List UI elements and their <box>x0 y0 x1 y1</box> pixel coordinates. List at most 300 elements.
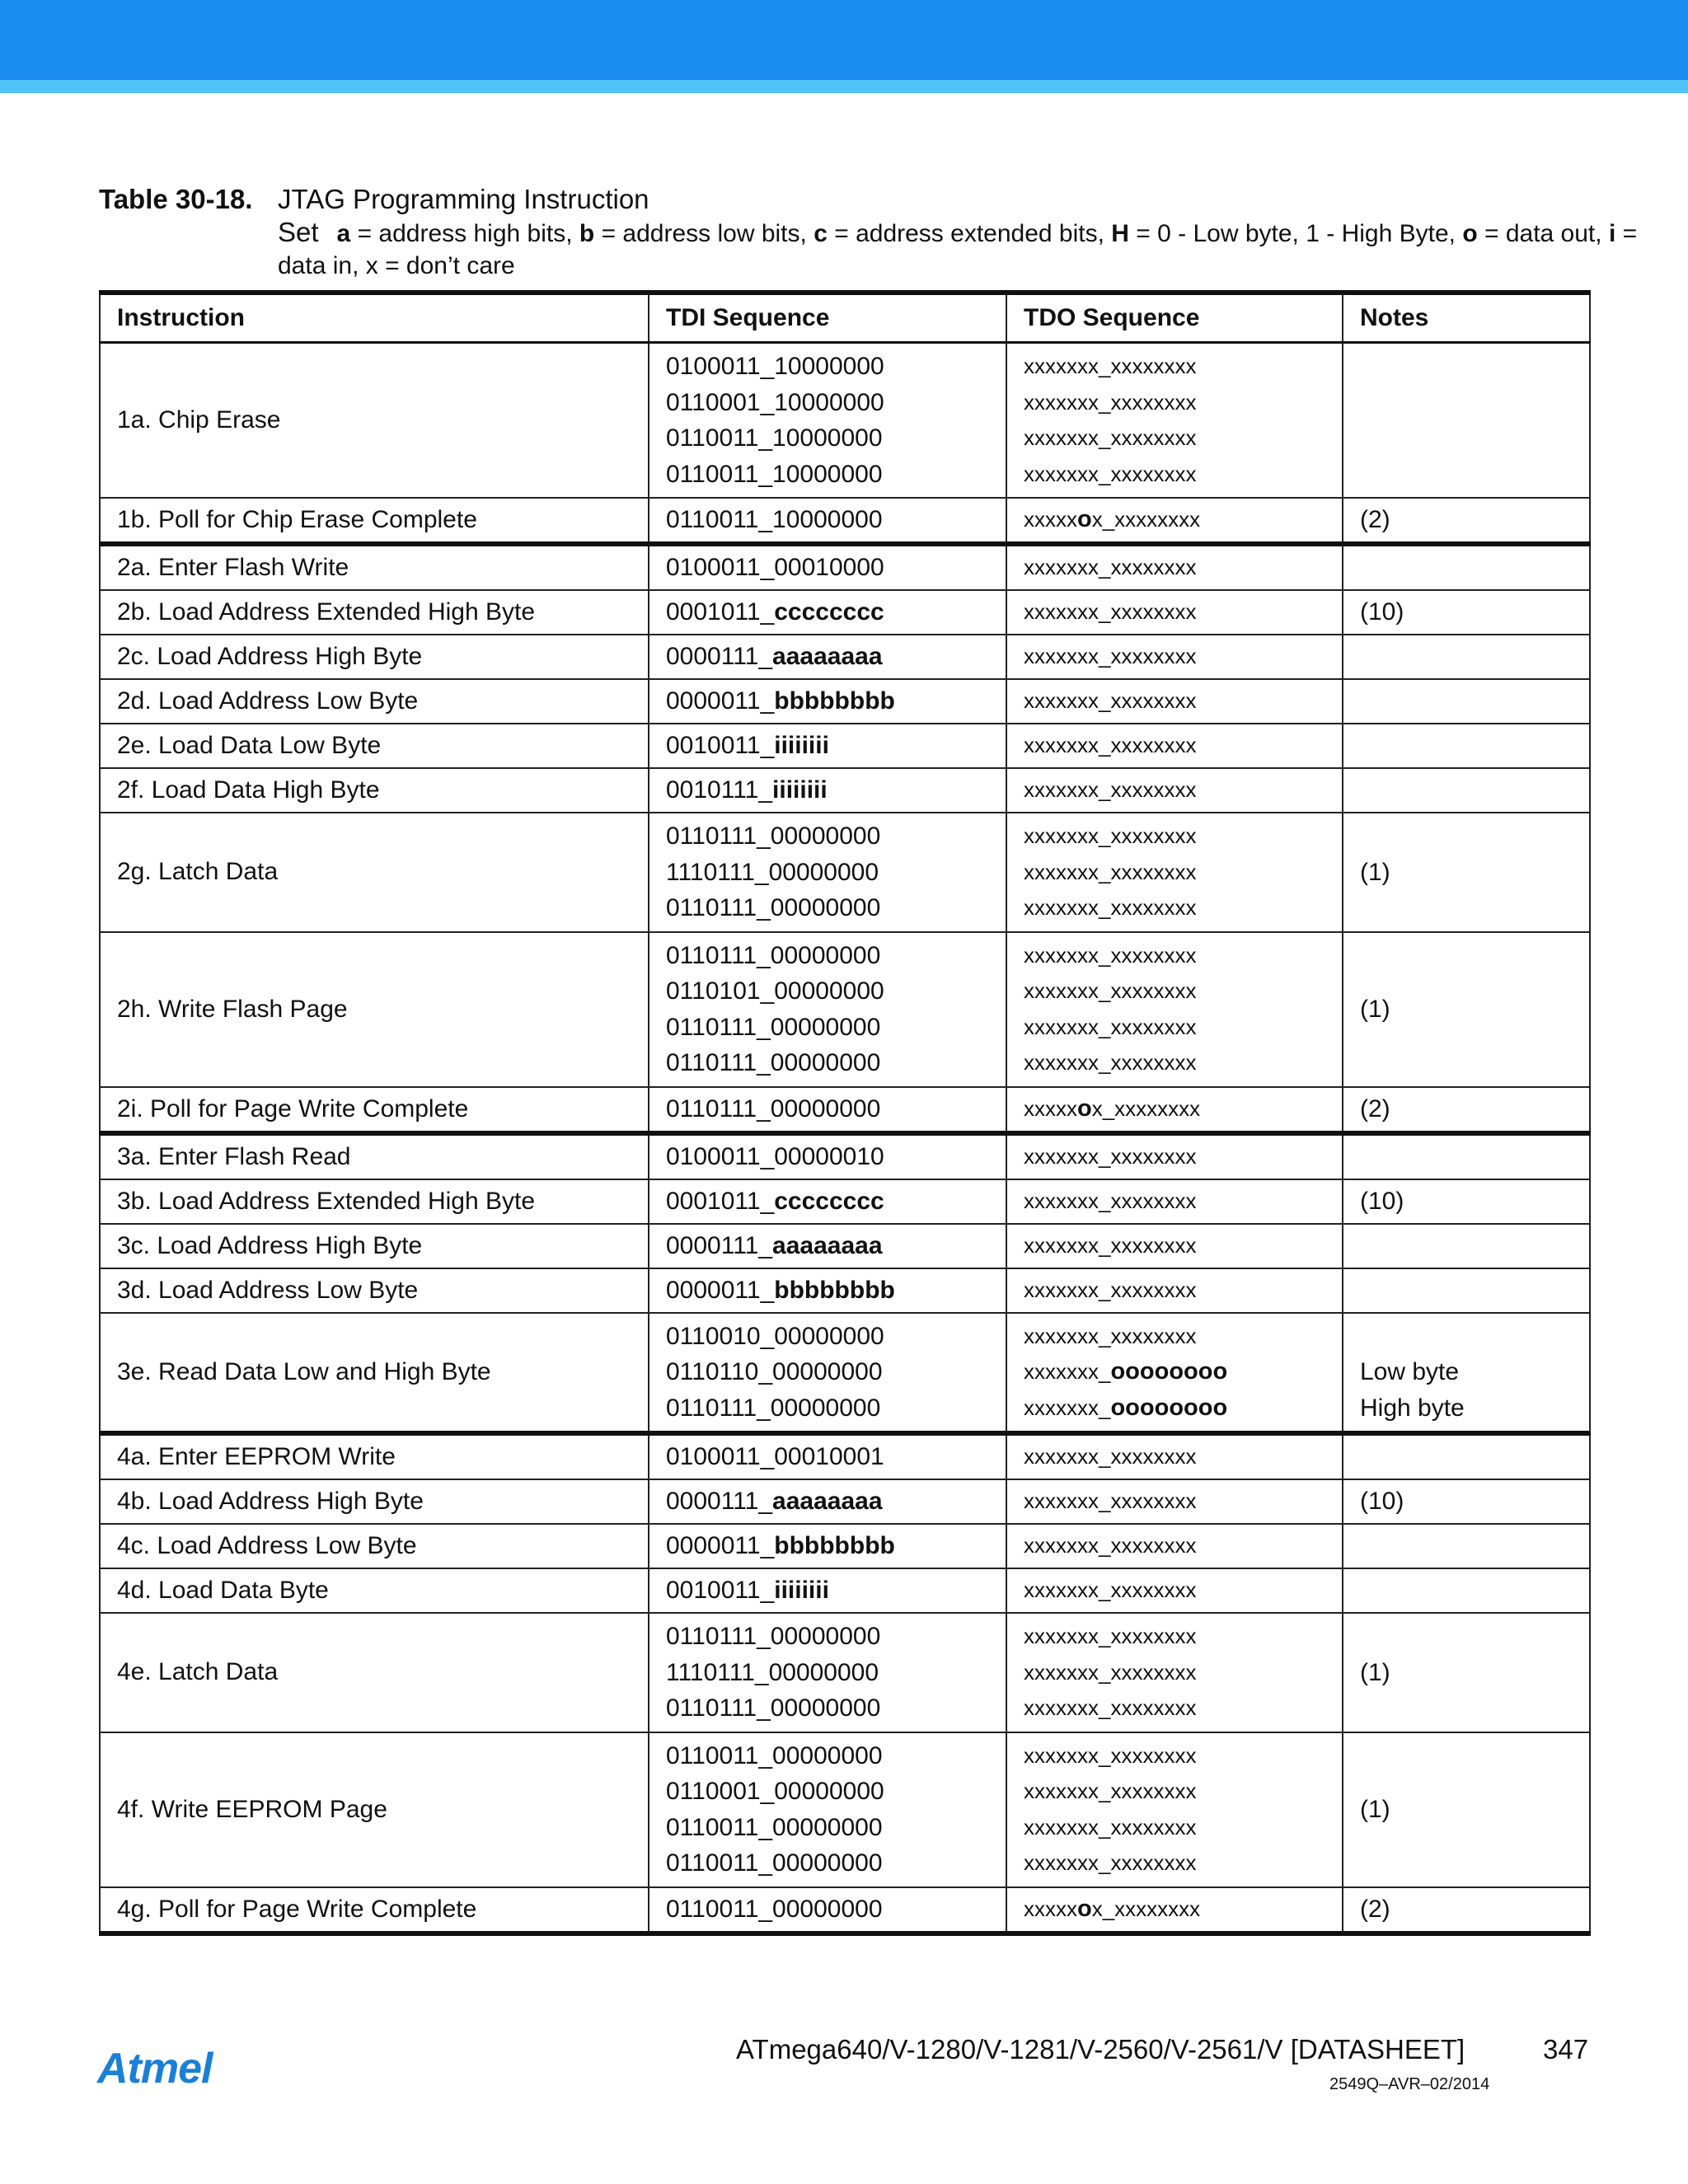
tdo-cell-line <box>1024 457 1325 493</box>
tdi-cell <box>649 590 1006 635</box>
tdi-cell <box>649 932 1006 1087</box>
bit-text: xxxxxxx_xxxxxxxx <box>1024 1014 1197 1039</box>
table-row <box>100 1179 1590 1224</box>
bit-text: xxxxxxx_xxxxxxxx <box>1024 1277 1197 1302</box>
bit-text: 0110001_10000000 <box>666 388 884 416</box>
bit-text: xxxxx <box>1024 1095 1077 1121</box>
tdi-cell <box>649 1224 1006 1268</box>
bit-text: xxxxxxx_xxxxxxxx <box>1024 644 1197 669</box>
table-number: Table 30-18. <box>99 184 253 214</box>
bit-field: aaaaaaaa <box>772 1488 883 1516</box>
tdi-cell <box>649 724 1006 768</box>
bit-text: 0110011_00000000 <box>666 1895 883 1923</box>
tdi-cell <box>649 1433 1006 1479</box>
table-row <box>100 1479 1590 1524</box>
bit-text: xxxxxxx_xxxxxxxx <box>1024 555 1197 580</box>
instruction-cell: 2e. Load Data Low Byte <box>100 724 649 768</box>
tdo-cell <box>1006 1224 1343 1268</box>
bit-text: 0110011_00000000 <box>666 1741 883 1769</box>
bit-text: xxxxxxx_xxxxxxxx <box>1024 1742 1197 1768</box>
note-text <box>1360 683 1573 719</box>
bit-text: 0010011_ <box>666 732 775 760</box>
bit-field: aaaaaaaa <box>772 1231 883 1259</box>
instruction-cell: 3d. Load Address Low Byte <box>100 1268 649 1313</box>
notes-cell <box>1343 1732 1590 1887</box>
tdi-cell-line <box>666 1572 989 1609</box>
note-text <box>1360 728 1573 764</box>
instruction-cell: 2d. Load Address Low Byte <box>100 679 649 724</box>
bit-text: 0110111_00000000 <box>666 1094 881 1122</box>
table-row <box>100 813 1590 932</box>
tdi-cell-line <box>666 1738 989 1774</box>
tdo-cell <box>1006 1313 1343 1434</box>
legend-desc: = data in, x = don’t care <box>278 220 1644 279</box>
tdi-cell <box>649 1613 1006 1732</box>
bit-text: xxxxxxx_xxxxxxxx <box>1024 1533 1197 1558</box>
notes-cell <box>1343 1268 1590 1313</box>
note-text: (10) <box>1360 598 1404 626</box>
table-row <box>100 1313 1590 1434</box>
bit-field: o <box>1077 1094 1092 1122</box>
instruction-cell: 2b. Load Address Extended High Byte <box>100 590 649 635</box>
bit-text: xxxxxxx_xxxxxxxx <box>1024 733 1197 758</box>
tdi-cell-line <box>666 1228 989 1264</box>
bit-field: oooooooo <box>1110 1358 1228 1385</box>
tdi-cell-line <box>666 1272 989 1309</box>
tdo-cell-line <box>1024 1139 1325 1175</box>
tdi-cell <box>649 1133 1006 1179</box>
notes-cell <box>1343 635 1590 679</box>
table-row <box>100 498 1590 544</box>
tdi-cell <box>649 1479 1006 1524</box>
tdo-cell <box>1006 679 1343 724</box>
bit-text: x_xxxxxxxx <box>1091 1095 1201 1121</box>
tdi-cell-line <box>666 1845 989 1882</box>
tdo-cell <box>1006 1268 1343 1313</box>
legend-key: i <box>1608 220 1616 247</box>
bit-text: xxxxxxx_xxxxxxxx <box>1024 1779 1197 1803</box>
bit-field: cccccccc <box>774 598 884 626</box>
table-row <box>100 635 1590 679</box>
table-row <box>100 343 1590 499</box>
bit-text: 0110111_00000000 <box>666 894 881 921</box>
notes-cell <box>1343 1433 1590 1479</box>
tdi-cell-line <box>666 550 989 586</box>
bit-text: 0110111_00000000 <box>666 1623 881 1650</box>
bit-text: 0000111_ <box>666 643 773 671</box>
tdo-cell-line <box>1024 1690 1325 1727</box>
notes-cell <box>1343 1133 1590 1179</box>
tdo-cell-line <box>1024 772 1325 808</box>
notes-cell <box>1343 813 1590 932</box>
col-header-tdo: TDO Sequence <box>1006 293 1343 343</box>
note-text: (10) <box>1360 1488 1404 1516</box>
table-row <box>100 544 1590 590</box>
note-text <box>1360 1228 1573 1264</box>
bit-text: 1110111_00000000 <box>666 858 879 886</box>
bit-text: x_xxxxxxxx <box>1091 507 1201 532</box>
bit-text: 0110001_00000000 <box>666 1778 884 1805</box>
bit-text: 0110111_00000000 <box>666 823 881 850</box>
tdo-cell <box>1006 1613 1343 1732</box>
bit-text: xxxxxxx_xxxxxxxx <box>1024 425 1197 450</box>
tdo-cell-line <box>1024 1891 1325 1928</box>
tdo-cell-line <box>1024 1483 1325 1520</box>
table-legend <box>278 216 1679 282</box>
bit-text: 0100011_10000000 <box>666 353 884 380</box>
tdo-cell-line <box>1024 1010 1325 1046</box>
bit-field: bbbbbbbb <box>774 687 895 715</box>
bit-text: xxxxxxx_xxxxxxxx <box>1024 777 1197 803</box>
tdo-cell-line <box>1024 1272 1325 1309</box>
tdi-cell <box>649 1313 1006 1434</box>
instruction-cell: 2g. Latch Data <box>100 813 649 932</box>
tdo-cell-line <box>1024 1045 1325 1081</box>
legend-desc: = data out, <box>1477 220 1609 247</box>
tdo-cell-line <box>1024 1228 1325 1264</box>
bit-text: xxxxxxx_xxxxxxxx <box>1024 978 1197 1003</box>
bit-text: 0010011_ <box>666 1577 775 1605</box>
tdo-cell-line <box>1024 1528 1325 1564</box>
table-row <box>100 590 1590 635</box>
bit-text: xxxxxxx_xxxxxxxx <box>1024 354 1197 378</box>
notes-cell <box>1343 679 1590 724</box>
table-row <box>100 1732 1590 1887</box>
notes-cell <box>1343 343 1590 499</box>
tdo-cell-line <box>1024 938 1325 974</box>
jtag-instruction-table <box>99 290 1591 1936</box>
note-text: (2) <box>1360 1895 1390 1923</box>
bit-text: xxxxxxx_xxxxxxxx <box>1024 1444 1197 1469</box>
notes-cell <box>1343 1613 1590 1732</box>
notes-cell <box>1343 1568 1590 1613</box>
bit-text: 0100011_00000010 <box>666 1142 884 1170</box>
tdo-cell <box>1006 1133 1343 1179</box>
tdi-cell-line <box>666 728 989 764</box>
legend-desc: = 0 - Low byte, 1 - High Byte, <box>1128 220 1463 247</box>
tdo-cell <box>1006 1568 1343 1613</box>
tdo-cell-line <box>1024 1183 1325 1220</box>
notes-cell <box>1343 724 1590 768</box>
table-title-text: JTAG Programming Instruction <box>278 184 649 214</box>
bit-field: o <box>1077 1895 1092 1922</box>
tdo-cell-line <box>1024 594 1325 630</box>
bit-text: 0110010_00000000 <box>666 1322 884 1350</box>
note-text: (2) <box>1360 506 1390 534</box>
table-header-row <box>100 293 1590 343</box>
notes-cell <box>1343 1087 1590 1133</box>
bit-text: xxxxxxx_xxxxxxxx <box>1024 1488 1197 1514</box>
tdi-cell-line <box>666 890 989 926</box>
header-band <box>0 0 1688 80</box>
bit-text: 0110101_00000000 <box>666 977 884 1005</box>
tdo-cell <box>1006 1479 1343 1524</box>
instruction-cell: 4c. Load Address Low Byte <box>100 1524 649 1568</box>
bit-text: 0110111_00000000 <box>666 1394 881 1422</box>
footer-title: ATmega640/V-1280/V-1281/V-2560/V-2561/V [DATASHEET] <box>736 2034 1465 2064</box>
instruction-cell: 3b. Load Address Extended High Byte <box>100 1179 649 1224</box>
tdo-cell-line <box>1024 1091 1325 1127</box>
tdo-cell <box>1006 1433 1343 1479</box>
bit-text: xxxxxxx_xxxxxxxx <box>1024 1232 1197 1258</box>
bit-text: xxxxxxx_xxxxxxxx <box>1024 1143 1197 1169</box>
tdo-cell-line <box>1024 728 1325 764</box>
tdi-cell-line <box>666 683 989 719</box>
tdi-cell-line <box>666 1655 989 1691</box>
tdo-cell <box>1006 343 1343 499</box>
bit-text: 0110110_00000000 <box>666 1358 883 1385</box>
table-title-cont: Set <box>278 217 319 247</box>
bit-field: oooooooo <box>1110 1394 1228 1421</box>
bit-text: xxxxxxx_xxxxxxxx <box>1024 461 1197 486</box>
tdi-cell-line <box>666 973 989 1010</box>
bit-field: iiiiiiii <box>774 1577 829 1605</box>
tdo-cell <box>1006 1524 1343 1568</box>
bit-text: xxxxxxx_xxxxxxxx <box>1024 389 1197 415</box>
bit-text: 0110111_00000000 <box>666 1694 881 1722</box>
instruction-cell: 3a. Enter Flash Read <box>100 1133 649 1179</box>
bit-text: xxxxxxx_xxxxxxxx <box>1024 688 1197 714</box>
note-text <box>1360 1272 1573 1309</box>
note-text <box>1360 1528 1573 1564</box>
tdo-cell-line <box>1024 1439 1325 1475</box>
tdi-cell-line <box>666 772 989 808</box>
notes-cell <box>1343 498 1590 544</box>
bit-text: 0110011_10000000 <box>666 506 883 534</box>
table-row <box>100 1887 1590 1933</box>
col-header-tdi: TDI Sequence <box>649 293 1006 343</box>
table-row <box>100 768 1590 813</box>
notes-cell <box>1343 1313 1590 1434</box>
legend-desc: = address low bits, <box>594 220 814 247</box>
bit-text: xxxxxxx_xxxxxxxx <box>1024 823 1197 848</box>
bit-text: 0010111_ <box>666 776 773 804</box>
tdo-cell-line <box>1024 1619 1325 1655</box>
bit-text: 1110111_00000000 <box>666 1658 879 1686</box>
tdi-cell-line <box>666 1528 989 1564</box>
tdo-cell <box>1006 932 1343 1087</box>
bit-text: 0110111_00000000 <box>666 1013 881 1041</box>
note-text: (1) <box>1360 1658 1390 1686</box>
tdi-cell-line <box>666 1183 989 1220</box>
tdo-cell <box>1006 813 1343 932</box>
tdi-cell-line <box>666 1045 989 1081</box>
table-title <box>278 183 1679 216</box>
tdo-cell-line <box>1024 349 1325 385</box>
note-text <box>1360 772 1573 808</box>
notes-cell <box>1343 932 1590 1087</box>
table-row <box>100 1433 1590 1479</box>
bit-text: xxxxxxx_xxxxxxxx <box>1024 1050 1197 1075</box>
bit-text: xxxxxxx_xxxxxxxx <box>1024 1695 1197 1720</box>
tdi-cell <box>649 1179 1006 1224</box>
tdo-cell-line <box>1024 683 1325 719</box>
instruction-cell: 2f. Load Data High Byte <box>100 768 649 813</box>
tdo-cell <box>1006 1732 1343 1887</box>
tdi-cell <box>649 635 1006 679</box>
tdo-cell-line <box>1024 1655 1325 1691</box>
table-row <box>100 1613 1590 1732</box>
legend-key: c <box>814 220 828 247</box>
instruction-cell: 1b. Poll for Chip Erase Complete <box>100 498 649 544</box>
tdo-cell-line <box>1024 1845 1325 1882</box>
tdo-cell-line <box>1024 973 1325 1010</box>
instruction-cell: 1a. Chip Erase <box>100 343 649 499</box>
tdi-cell-line <box>666 938 989 974</box>
legend-key: o <box>1462 220 1478 247</box>
tdi-cell <box>649 498 1006 544</box>
tdo-cell-line <box>1024 855 1325 891</box>
note-text: (1) <box>1360 1795 1390 1823</box>
bit-text: xxxxxxx_ <box>1024 1394 1111 1420</box>
instruction-cell: 3e. Read Data Low and High Byte <box>100 1313 649 1434</box>
bit-text: xxxxxxx_xxxxxxxx <box>1024 1577 1197 1603</box>
table-row <box>100 1087 1590 1133</box>
bit-field: bbbbbbbb <box>774 1532 895 1560</box>
bit-text: x_xxxxxxxx <box>1091 1896 1201 1921</box>
bit-field: bbbbbbbb <box>774 1276 895 1304</box>
table-row <box>100 1224 1590 1268</box>
tdi-cell <box>649 1524 1006 1568</box>
instruction-cell: 2i. Poll for Page Write Complete <box>100 1087 649 1133</box>
bit-text: 0000111_ <box>666 1231 773 1259</box>
tdo-cell <box>1006 768 1343 813</box>
note-text <box>1360 1572 1573 1609</box>
instruction-cell: 2a. Enter Flash Write <box>100 544 649 590</box>
tdi-cell-line <box>666 1483 989 1520</box>
bit-text: xxxxxxx_xxxxxxxx <box>1024 1624 1197 1648</box>
tdo-cell <box>1006 724 1343 768</box>
bit-text: 0001011_ <box>666 1187 775 1215</box>
bit-text: xxxxxxx_ <box>1024 1359 1111 1384</box>
tdo-cell <box>1006 635 1343 679</box>
note-text <box>1360 1319 1573 1355</box>
notes-cell <box>1343 1479 1590 1524</box>
instruction-cell: 4g. Poll for Page Write Complete <box>100 1887 649 1933</box>
atmel-logo: Atmel <box>97 2045 213 2093</box>
tdi-cell-line <box>666 1390 989 1427</box>
bit-text: 0000011_ <box>666 687 775 715</box>
table-row <box>100 932 1590 1087</box>
notes-cell <box>1343 1224 1590 1268</box>
tdi-cell-line <box>666 349 989 385</box>
table-row <box>100 1268 1590 1313</box>
bit-text: 0110011_10000000 <box>666 460 883 488</box>
tdi-cell-line <box>666 1139 989 1175</box>
tdo-cell-line <box>1024 1319 1325 1355</box>
tdi-cell-line <box>666 818 989 855</box>
tdi-cell <box>649 1887 1006 1933</box>
bit-field: iiiiiiii <box>772 776 828 804</box>
tdi-cell-line <box>666 385 989 421</box>
note-text: High byte <box>1360 1394 1465 1422</box>
tdo-cell <box>1006 590 1343 635</box>
bit-field: iiiiiiii <box>774 732 829 760</box>
instruction-cell: 2h. Write Flash Page <box>100 932 649 1087</box>
bit-text: 0001011_ <box>666 598 775 626</box>
tdi-cell <box>649 1732 1006 1887</box>
bit-text: 0110111_00000000 <box>666 941 881 969</box>
note-text <box>1360 1439 1573 1475</box>
tdi-cell-line <box>666 1774 989 1810</box>
bit-text: 0110011_00000000 <box>666 1849 883 1877</box>
tdo-cell <box>1006 544 1343 590</box>
tdo-cell-line <box>1024 1390 1325 1427</box>
bit-text: 0100011_00010001 <box>666 1443 884 1471</box>
notes-cell <box>1343 1179 1590 1224</box>
instruction-cell: 4a. Enter EEPROM Write <box>100 1433 649 1479</box>
legend-desc: = address high bits, <box>350 220 579 247</box>
tdo-cell-line <box>1024 1810 1325 1846</box>
bit-text: xxxxxxx_xxxxxxxx <box>1024 1814 1197 1840</box>
bit-text: xxxxxxx_xxxxxxxx <box>1024 895 1197 920</box>
tdo-cell <box>1006 1087 1343 1133</box>
instruction-cell: 3c. Load Address High Byte <box>100 1224 649 1268</box>
tdo-cell <box>1006 1887 1343 1933</box>
instruction-cell: 2c. Load Address High Byte <box>100 635 649 679</box>
note-text <box>1360 550 1573 586</box>
bit-text: 0000011_ <box>666 1532 775 1560</box>
table-row <box>100 1524 1590 1568</box>
bit-text: 0000011_ <box>666 1276 775 1304</box>
tdi-cell <box>649 679 1006 724</box>
tdo-cell <box>1006 498 1343 544</box>
legend-key: a <box>336 220 351 247</box>
tdi-cell-line <box>666 1319 989 1355</box>
tdi-cell-line <box>666 457 989 493</box>
tdi-cell <box>649 343 1006 499</box>
table-row <box>100 679 1590 724</box>
note-text: Low byte <box>1360 1358 1460 1385</box>
note-text: (2) <box>1360 1094 1390 1122</box>
header-stripe <box>0 80 1688 93</box>
col-header-instruction: Instruction <box>100 293 649 343</box>
note-text: (10) <box>1360 1187 1404 1215</box>
note-text: (1) <box>1360 858 1390 886</box>
bit-text: xxxxxxx_xxxxxxxx <box>1024 942 1197 968</box>
legend-key: H <box>1111 220 1129 247</box>
bit-text: xxxxxxx_xxxxxxxx <box>1024 1323 1197 1348</box>
col-header-notes: Notes <box>1343 293 1590 343</box>
tdo-cell-line <box>1024 818 1325 855</box>
table-row <box>100 1133 1590 1179</box>
tdo-cell-line <box>1024 1354 1325 1390</box>
tdo-cell-line <box>1024 502 1325 538</box>
tdi-cell <box>649 1268 1006 1313</box>
tdi-cell <box>649 1568 1006 1613</box>
tdi-cell-line <box>666 639 989 675</box>
instruction-cell: 4d. Load Data Byte <box>100 1568 649 1613</box>
notes-cell <box>1343 1524 1590 1568</box>
bit-text: 0110011_00000000 <box>666 1813 883 1841</box>
tdo-cell-line <box>1024 1572 1325 1609</box>
bit-text: 0110111_00000000 <box>666 1049 881 1076</box>
tdi-cell-line <box>666 420 989 457</box>
bit-text: xxxxxxx_xxxxxxxx <box>1024 1188 1197 1213</box>
document-code: 2549Q–AVR–02/2014 <box>1329 2075 1490 2093</box>
tdi-cell-line <box>666 594 989 630</box>
note-text <box>1360 1139 1573 1175</box>
bit-field: aaaaaaaa <box>772 643 883 671</box>
note-text: (1) <box>1360 995 1390 1023</box>
notes-cell <box>1343 590 1590 635</box>
legend-key: b <box>579 220 595 247</box>
tdi-cell-line <box>666 1810 989 1846</box>
tdi-cell <box>649 544 1006 590</box>
bit-field: cccccccc <box>774 1187 884 1215</box>
tdo-cell <box>1006 1179 1343 1224</box>
tdi-cell-line <box>666 502 989 538</box>
